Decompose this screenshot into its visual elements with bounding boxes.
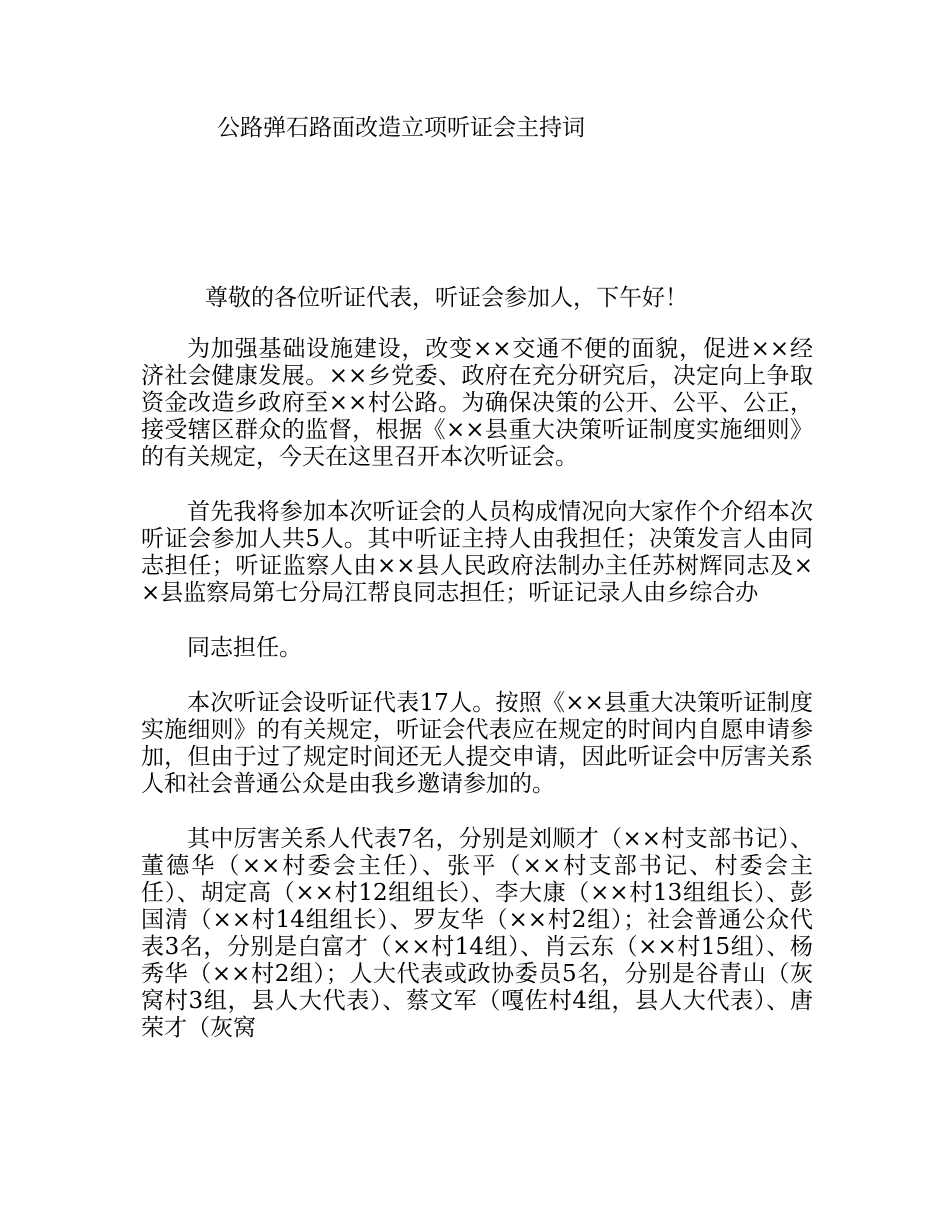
paragraph-participants: 首先我将参加本次听证会的人员构成情况向大家作个介绍本次听证会参加人共5人。其中听证主持人由我担任；决策发言人由同志担任；听证监察人由××县人民政府法制办主任苏树辉同志及××县监察局第七分局江帮良同志担任；听证记录人由乡综合办 (141, 499, 813, 606)
paragraph-representatives: 本次听证会设听证代表17人。按照《××县重大决策听证制度实施细则》的有关规定，听证会代表应在规定的时间内自愿申请参加，但由于过了规定时间还无人提交申请，因此听证会中厉害关系人和社会普通公众是由我乡邀请参加的。 (141, 690, 813, 797)
paragraph-representative-list: 其中厉害关系人代表7名，分别是刘顺才（××村支部书记）、董德华（××村委会主任）、张平（××村支部书记、村委会主任）、胡定高（××村12组组长）、李大康（××村13组组长）、彭国清（××村14组组长）、罗友华（××村2组）；社会普通公众代表3名，分别是白富才（××村14组）、肖云东（××村15组）、杨秀华（××村2组）；人大代表或政协委员5名，分别是谷青山（灰窝村3组，县人大代表）、蔡文军（嘎佐村4组，县人大代表）、唐荣才（灰窝 (141, 826, 813, 1041)
paragraph-recorder: 同志担任。 (187, 635, 302, 661)
document-title: 公路弹石路面改造立项听证会主持词 (217, 115, 585, 141)
paragraph-intro: 为加强基础设施建设，改变××交通不便的面貌，促进××经济社会健康发展。××乡党委、政府在充分研究后，决定向上争取资金改造乡政府至××村公路。为确保决策的公开、公平、公正，接受辖区群众的监督，根据《××县重大决策听证制度实施细则》的有关规定，今天在这里召开本次听证会。 (141, 336, 813, 470)
greeting-line: 尊敬的各位听证代表，听证会参加人，下午好！ (205, 285, 688, 311)
document-body (141, 336, 813, 1070)
